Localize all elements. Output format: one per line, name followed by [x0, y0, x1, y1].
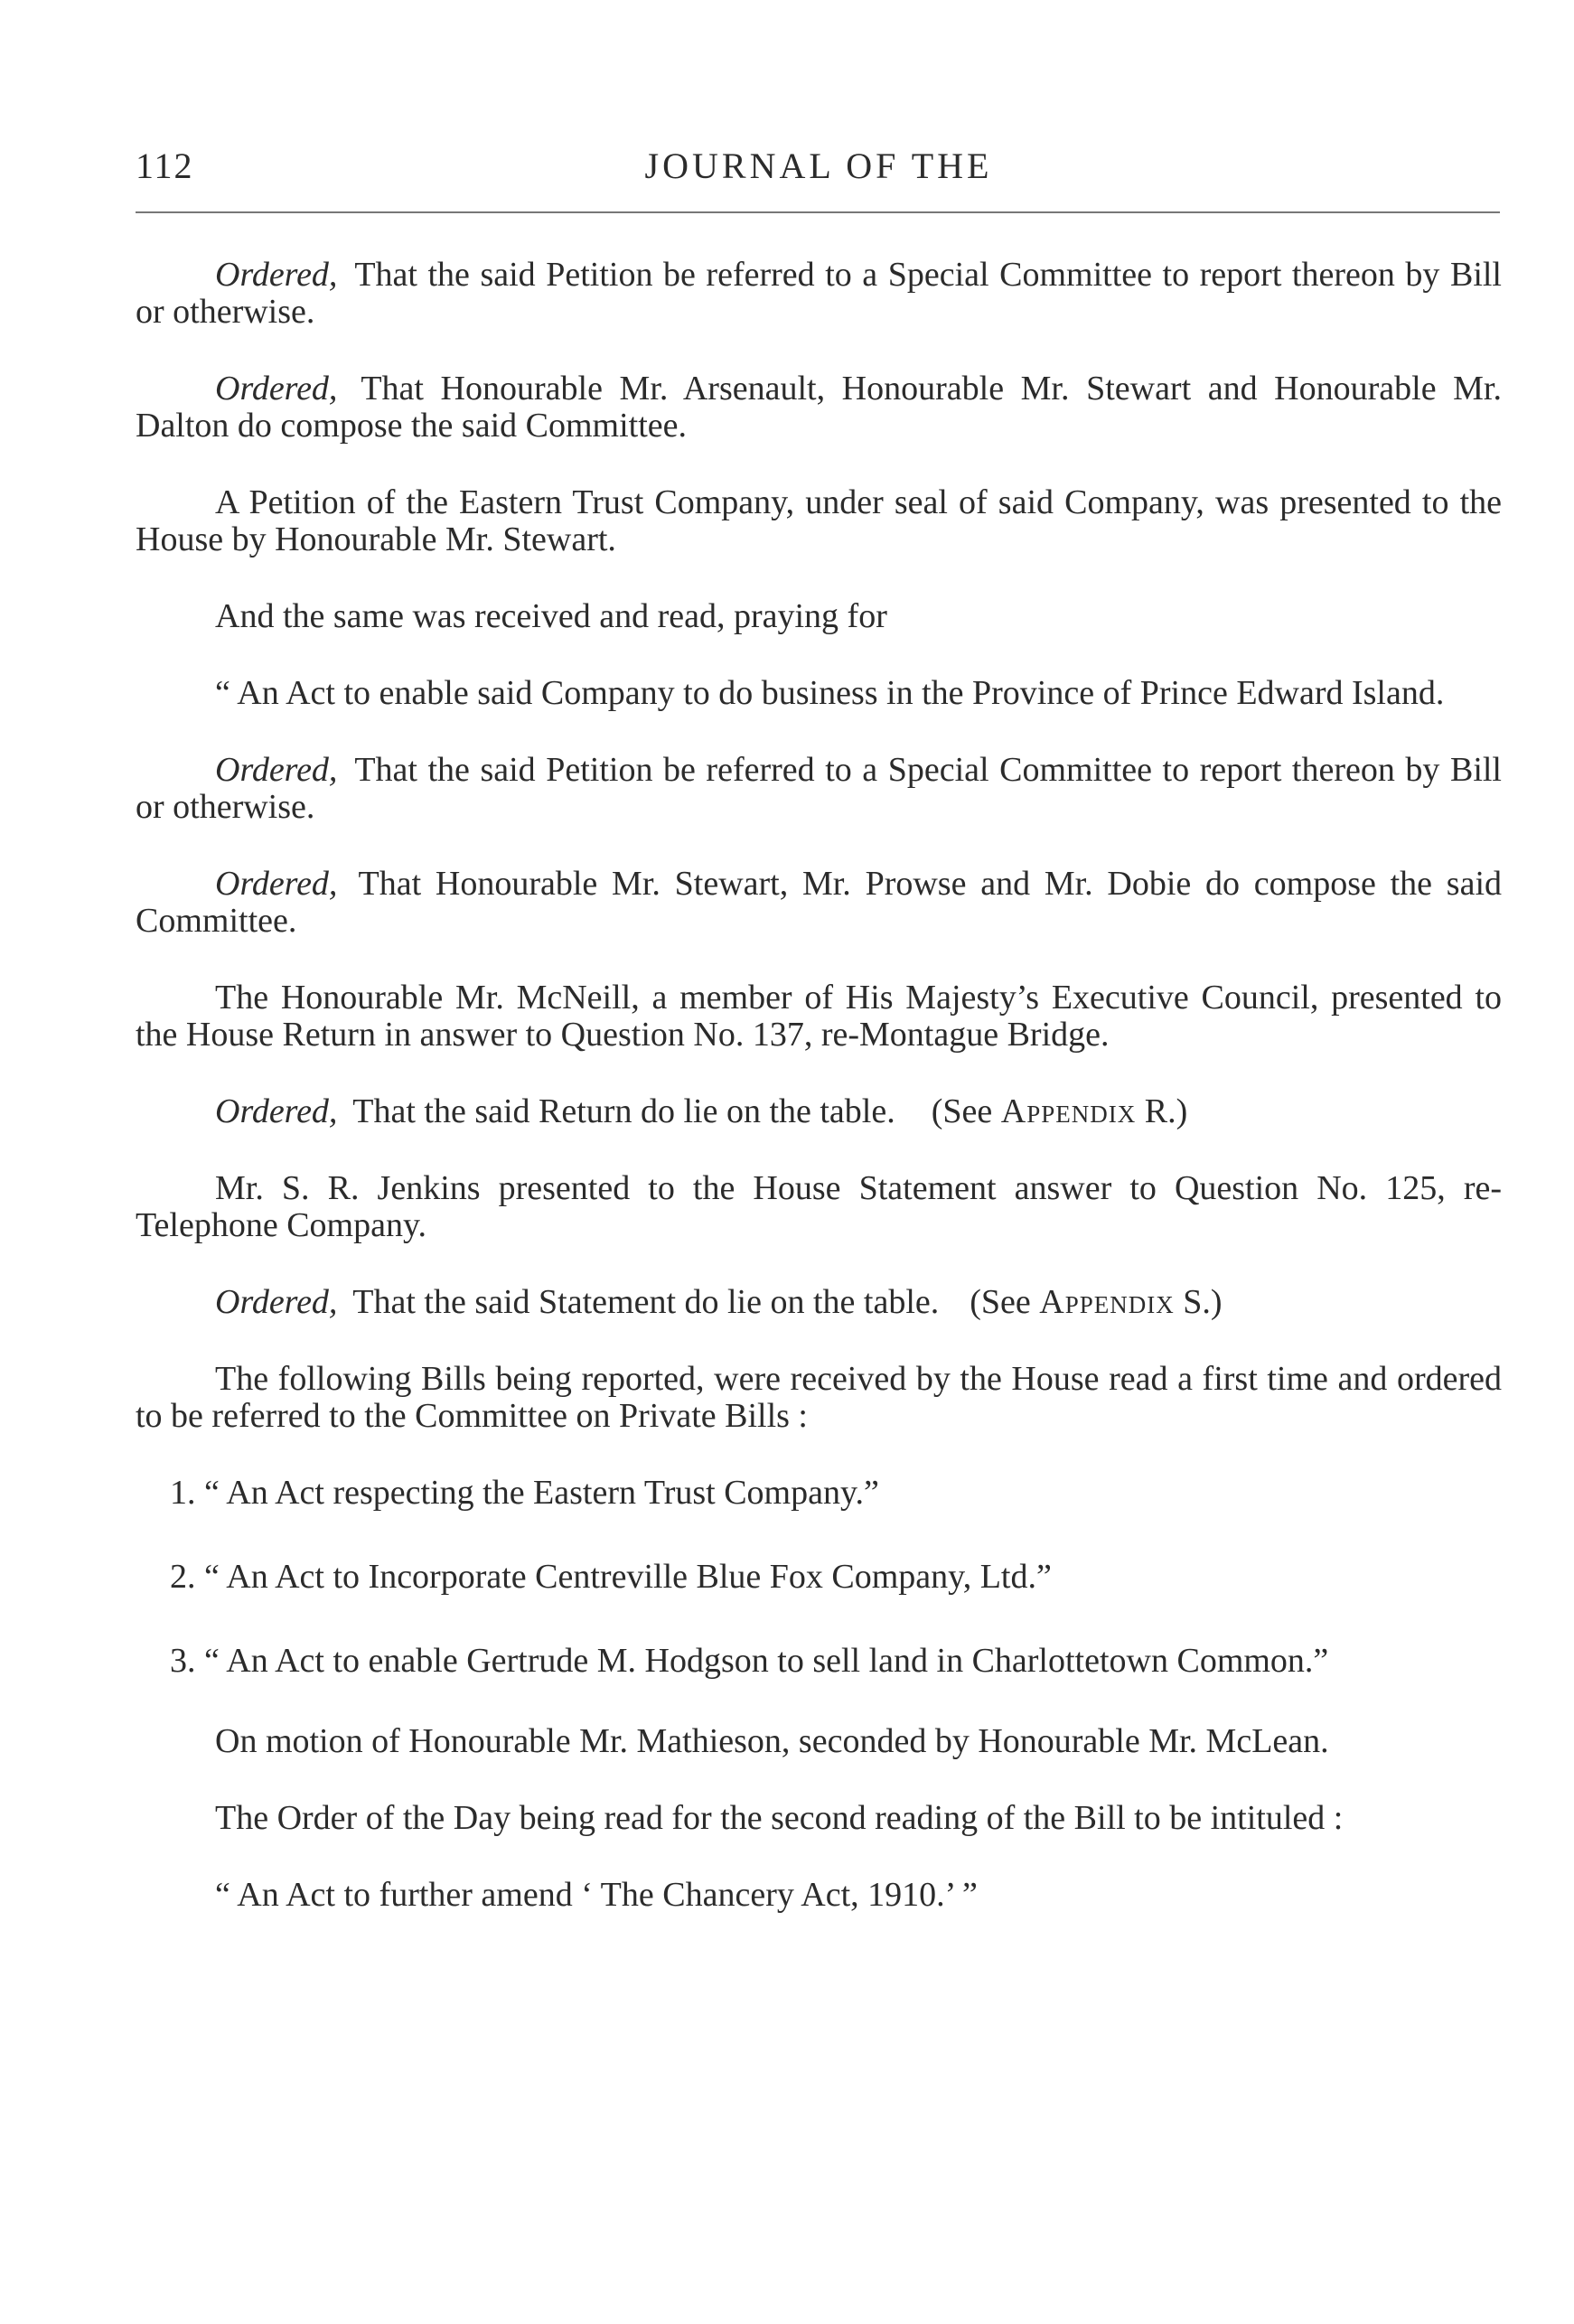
- bill-item: [136, 1475, 1502, 1512]
- paragraph-text: A Petition of the Eastern Trust Company, under seal of said Company, was presented to the House by Honourable Mr. Stewart.: [136, 483, 1502, 558]
- journal-body: [136, 257, 1502, 1914]
- page-number: 112: [136, 145, 194, 186]
- appendix-open: (See: [970, 1283, 1040, 1321]
- paragraph-text: That Honourable Mr. Stewart, Mr. Prowse and Mr. Dobie do compose the said Committee.: [136, 865, 1502, 940]
- paragraph: [136, 1284, 1502, 1321]
- appendix-word: Appendix: [1039, 1283, 1175, 1321]
- paragraph: [136, 675, 1502, 712]
- paragraph-text: On motion of Honourable Mr. Mathieson, seconded by Honourable Mr. McLean.: [215, 1722, 1329, 1760]
- paragraph-text: That Honourable Mr. Arsenault, Honourable Mr. Stewart and Honourable Mr. Dalton do compose the said Committee.: [136, 370, 1502, 445]
- header-rule: [136, 211, 1500, 213]
- paragraph: [136, 1723, 1502, 1760]
- bill-item: [136, 1643, 1502, 1680]
- appendix-ref: [932, 1092, 1188, 1130]
- appendix-close: S.): [1174, 1283, 1223, 1321]
- paragraph: [136, 979, 1502, 1054]
- paragraph: [136, 1093, 1502, 1130]
- paragraph-text: The Honourable Mr. McNeill, a member of His Majesty’s Executive Council, presented to the House Return in answer to Question No. 137, re-Montague Bridge.: [136, 979, 1502, 1054]
- running-head: JOURNAL OF THE: [644, 145, 993, 186]
- paragraph: [136, 1800, 1502, 1837]
- bill-item: [136, 1559, 1502, 1596]
- paragraph: [136, 1877, 1502, 1914]
- paragraph-text: The following Bills being reported, were received by the House read a first time and ordered to be referred to the Committee on Private Bills :: [136, 1360, 1502, 1435]
- paragraph-text: And the same was received and read, praying for: [215, 597, 887, 635]
- paragraph: [136, 370, 1502, 445]
- paragraph-text: That the said Petition be referred to a Special Committee to report thereon by Bill or otherwise.: [136, 751, 1502, 826]
- paragraph-text: That the said Statement do lie on the table.: [352, 1283, 940, 1321]
- paragraph: [136, 257, 1502, 331]
- bill-title: “ An Act respecting the Eastern Trust Company.”: [204, 1474, 879, 1512]
- ordered-lead: Ordered,: [215, 370, 338, 408]
- paragraph-text: That the said Petition be referred to a Special Committee to report thereon by Bill or otherwise.: [136, 256, 1502, 331]
- paragraph: [136, 1361, 1502, 1435]
- paragraph: [136, 1170, 1502, 1244]
- appendix-word: Appendix: [1000, 1092, 1137, 1130]
- ordered-lead: Ordered,: [215, 1283, 338, 1321]
- page-header: [136, 136, 1502, 199]
- appendix-open: (See: [931, 1092, 1001, 1130]
- paragraph-text: That the said Return do lie on the table.: [352, 1092, 895, 1130]
- paragraph-text: “ An Act to enable said Company to do business in the Province of Prince Edward Island.: [215, 674, 1445, 712]
- paragraph: [136, 866, 1502, 940]
- appendix-close: R.): [1136, 1092, 1188, 1130]
- paragraph-text: “ An Act to further amend ‘ The Chancery Act, 1910.’ ”: [215, 1876, 978, 1914]
- bill-title: “ An Act to Incorporate Centreville Blue Fox Company, Ltd.”: [204, 1558, 1052, 1596]
- paragraph-text: Mr. S. R. Jenkins presented to the House Statement answer to Question No. 125, re-Telephone Company.: [136, 1169, 1502, 1244]
- bill-number: 1.: [170, 1474, 196, 1512]
- ordered-lead: Ordered,: [215, 1092, 338, 1130]
- ordered-lead: Ordered,: [215, 751, 338, 789]
- paragraph-text: The Order of the Day being read for the second reading of the Bill to be intituled :: [215, 1799, 1344, 1837]
- bill-title: “ An Act to enable Gertrude M. Hodgson to sell land in Charlottetown Common.”: [204, 1642, 1329, 1680]
- paragraph: [136, 598, 1502, 635]
- paragraph: [136, 752, 1502, 826]
- ordered-lead: Ordered,: [215, 256, 338, 294]
- appendix-ref: [970, 1283, 1222, 1321]
- paragraph: [136, 484, 1502, 558]
- ordered-lead: Ordered,: [215, 865, 338, 903]
- bill-number: 3.: [170, 1642, 196, 1680]
- bill-number: 2.: [170, 1558, 196, 1596]
